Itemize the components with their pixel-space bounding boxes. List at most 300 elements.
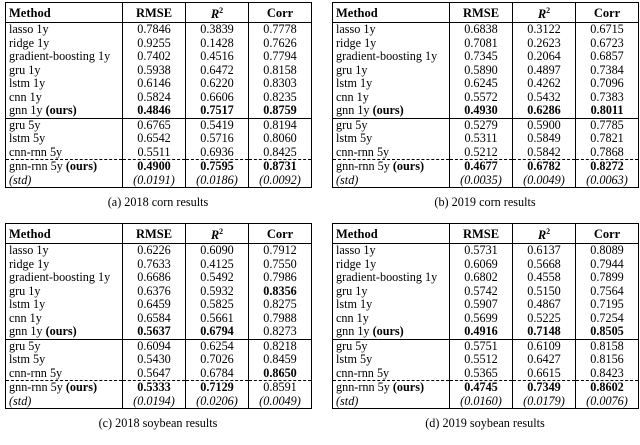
table-row [333,339,639,353]
table-row [333,271,639,285]
method-name: gradient-boosting 1y [336,50,438,64]
method-name: (std) [336,394,359,408]
rmse-cell: 0.4900 [123,160,186,174]
method-cell [6,118,123,132]
header-rmse: RMSE [123,3,186,23]
header-method: Method [333,3,450,23]
method-cell [333,50,450,64]
r2-cell: (0.0186) [186,174,249,188]
header-row [333,3,639,23]
method-name: gnn 1y [9,325,43,339]
corr-cell: 0.7785 [576,118,639,132]
table-row [333,104,639,118]
method-cell [6,353,123,367]
method-name: (std) [336,173,359,187]
table-row [6,160,312,174]
method-cell [6,367,123,381]
method-cell [6,104,123,118]
table-row [333,298,639,312]
ours-label: (ours) [389,159,425,174]
method-cell [6,64,123,78]
corr-cell: 0.8060 [249,132,312,146]
table-row [6,174,312,188]
r2-cell: (0.0179) [513,395,576,409]
table-row [333,244,639,258]
header-row [6,3,312,23]
table-row [333,160,639,174]
header-corr: Corr [249,3,312,23]
rmse-cell: 0.4677 [450,160,513,174]
corr-cell: 0.7778 [249,23,312,37]
header-rmse: RMSE [450,3,513,23]
r2-cell: 0.2064 [513,50,576,64]
corr-cell: 0.7821 [576,132,639,146]
table-row [6,132,312,146]
rmse-cell: 0.4745 [450,381,513,395]
rmse-cell: 0.5512 [450,353,513,367]
rmse-cell: 0.5699 [450,312,513,326]
rmse-cell: 0.4916 [450,325,513,339]
header-r2-exponent: 2 [546,227,551,236]
method-cell [333,285,450,299]
method-cell [333,37,450,51]
method-cell [6,325,123,339]
header-r2 [186,224,249,244]
table-row [333,395,639,409]
table-caption: (b) 2019 corn results [434,195,536,210]
r2-cell: 0.6794 [186,325,249,339]
method-name: gru 5y [9,339,41,353]
rmse-cell: 0.5572 [450,91,513,105]
method-name: ridge 1y [336,36,377,50]
corr-cell: 0.8505 [576,325,639,339]
method-cell [6,298,123,312]
table-row [6,258,312,272]
header-method: Method [6,3,123,23]
r2-cell: (0.0049) [513,174,576,188]
table-row [6,325,312,339]
table-row [333,77,639,91]
r2-cell: 0.1428 [186,37,249,51]
table-row [6,312,312,326]
method-name: ridge 1y [9,257,50,271]
table-row [333,50,639,64]
corr-cell: 0.8459 [249,353,312,367]
r2-cell: 0.6137 [513,244,576,258]
r2-cell: 0.6427 [513,353,576,367]
r2-cell: 0.6615 [513,367,576,381]
r2-cell: 0.6782 [513,160,576,174]
corr-cell: 0.6715 [576,23,639,37]
method-name: gru 5y [9,118,41,132]
method-name: ridge 1y [336,257,377,271]
rmse-cell: 0.5742 [450,285,513,299]
method-name: gru 1y [9,63,41,77]
r2-cell: 0.5225 [513,312,576,326]
r2-cell: 0.6220 [186,77,249,91]
method-cell [333,132,450,146]
header-method: Method [6,224,123,244]
table-caption: (a) 2018 corn results [107,195,209,210]
results-table [5,2,312,188]
header-method: Method [333,224,450,244]
corr-cell: 0.8731 [249,160,312,174]
corr-cell: 0.8273 [249,325,312,339]
corr-cell: 0.6723 [576,37,639,51]
table-row [333,353,639,367]
table-row [6,298,312,312]
rmse-cell: 0.6094 [123,339,186,353]
table-row [6,146,312,160]
table-row [6,339,312,353]
method-name: cnn-rnn 5y [9,366,63,380]
results-table-2019-corn [332,2,638,210]
ours-label: (ours) [369,325,404,339]
method-cell [6,174,123,188]
r2-cell: 0.5900 [513,118,576,132]
r2-cell: 0.5150 [513,285,576,299]
header-rmse: RMSE [450,224,513,244]
rmse-cell: 0.5637 [123,325,186,339]
header-r2-exponent: 2 [219,6,224,15]
rmse-cell: 0.6459 [123,298,186,312]
method-cell [333,339,450,353]
rmse-cell: 0.9255 [123,37,186,51]
r2-cell: 0.4262 [513,77,576,91]
method-cell [6,23,123,37]
method-cell [333,325,450,339]
table-row [6,104,312,118]
corr-cell: 0.7550 [249,258,312,272]
r2-cell: 0.5849 [513,132,576,146]
method-cell [333,298,450,312]
method-name: gru 1y [336,63,368,77]
table-row [333,258,639,272]
rmse-cell: 0.5430 [123,353,186,367]
rmse-cell: 0.5890 [450,64,513,78]
r2-cell: 0.4516 [186,50,249,64]
method-cell [6,160,123,174]
rmse-cell: 0.7081 [450,37,513,51]
method-cell [333,64,450,78]
method-cell [6,37,123,51]
method-name: lstm 1y [9,77,46,91]
rmse-cell: 0.6765 [123,118,186,132]
rmse-cell: 0.7402 [123,50,186,64]
corr-cell: (0.0063) [576,174,639,188]
ours-label: (ours) [42,325,77,339]
method-cell [333,271,450,285]
r2-cell: 0.6606 [186,91,249,105]
method-cell [6,244,123,258]
method-name: gru 5y [336,118,368,132]
method-name: lstm 1y [9,298,46,312]
method-name: gnn 1y [336,325,370,339]
ours-label: (ours) [62,159,98,174]
method-cell [6,258,123,272]
r2-cell: 0.5492 [186,271,249,285]
method-cell [333,104,450,118]
method-name: cnn 1y [336,90,369,104]
method-cell [6,395,123,409]
rmse-cell: 0.7846 [123,23,186,37]
rmse-cell: 0.6838 [450,23,513,37]
rmse-cell: 0.7345 [450,50,513,64]
method-name: gradient-boosting 1y [336,271,438,285]
corr-cell: 0.7383 [576,91,639,105]
rmse-cell: (0.0035) [450,174,513,188]
table-row [333,367,639,381]
rmse-cell: 0.6686 [123,271,186,285]
r2-cell: 0.7129 [186,381,249,395]
rmse-cell: 0.4930 [450,104,513,118]
method-name: lasso 1y [9,243,49,258]
method-name: gnn-rnn 5y [336,380,390,395]
r2-cell: 0.4867 [513,298,576,312]
r2-cell: 0.4897 [513,64,576,78]
method-cell [333,353,450,367]
method-name: gradient-boosting 1y [9,271,111,285]
method-cell [333,118,450,132]
corr-cell: 0.8194 [249,118,312,132]
table-row [333,325,639,339]
r2-cell: 0.7349 [513,381,576,395]
rmse-cell: 0.5365 [450,367,513,381]
method-name: cnn 1y [9,90,42,104]
rmse-cell: 0.5824 [123,91,186,105]
r2-cell: 0.6090 [186,244,249,258]
corr-cell: (0.0076) [576,395,639,409]
header-corr: Corr [576,3,639,23]
method-name: (std) [9,173,32,187]
method-name: gnn 1y [336,104,370,118]
table-row [6,271,312,285]
header-row [333,224,639,244]
rmse-cell: 0.5511 [123,146,186,160]
corr-cell: 0.8591 [249,381,312,395]
rmse-cell: (0.0191) [123,174,186,188]
table-row [6,381,312,395]
corr-cell: 0.8235 [249,91,312,105]
method-cell [333,174,450,188]
rmse-cell: 0.7633 [123,258,186,272]
corr-cell: 0.8356 [249,285,312,299]
method-cell [6,132,123,146]
method-cell [6,381,123,395]
method-cell [333,91,450,105]
rmse-cell: 0.5333 [123,381,186,395]
table-row [6,50,312,64]
method-name: gru 1y [336,284,368,298]
method-cell [6,285,123,299]
ours-label: (ours) [42,104,77,118]
method-name: lstm 1y [336,77,373,91]
r2-cell: 0.5842 [513,146,576,160]
rmse-cell: 0.6069 [450,258,513,272]
method-cell [333,244,450,258]
r2-cell: 0.5668 [513,258,576,272]
header-rmse: RMSE [123,224,186,244]
table-row [6,77,312,91]
r2-cell: (0.0206) [186,395,249,409]
rmse-cell: 0.6226 [123,244,186,258]
r2-cell: 0.6784 [186,367,249,381]
header-r2-exponent: 2 [219,227,224,236]
table-row [333,91,639,105]
table-row [333,312,639,326]
corr-cell: 0.8423 [576,367,639,381]
rmse-cell: 0.5647 [123,367,186,381]
table-caption: (d) 2019 soybean results [425,416,545,431]
corr-cell: (0.0092) [249,174,312,188]
method-name: gru 1y [9,284,41,298]
corr-cell: 0.7384 [576,64,639,78]
table-row [6,395,312,409]
corr-cell: 0.8158 [249,64,312,78]
rmse-cell: 0.6584 [123,312,186,326]
table-row [6,23,312,37]
method-cell [6,339,123,353]
r2-cell: 0.7595 [186,160,249,174]
corr-cell: 0.7794 [249,50,312,64]
method-name: lstm 1y [336,298,373,312]
corr-cell: 0.7899 [576,271,639,285]
corr-cell: 0.8218 [249,339,312,353]
corr-cell: 0.7986 [249,271,312,285]
rmse-cell: 0.6245 [450,77,513,91]
header-corr: Corr [249,224,312,244]
method-name: cnn-rnn 5y [9,145,63,159]
results-table-2018-corn [5,2,311,210]
method-cell [333,77,450,91]
method-name: lasso 1y [336,243,376,258]
r2-cell: 0.2623 [513,37,576,51]
method-cell [333,395,450,409]
r2-cell: 0.7026 [186,353,249,367]
results-table [5,223,312,409]
table-row [333,37,639,51]
results-table-2018-soybean [5,223,311,431]
corr-cell: 0.8275 [249,298,312,312]
table-row [6,37,312,51]
rmse-cell: 0.4846 [123,104,186,118]
table-row [6,353,312,367]
corr-cell: 0.6857 [576,50,639,64]
method-cell [6,312,123,326]
r2-cell: 0.6286 [513,104,576,118]
r2-cell: 0.5932 [186,285,249,299]
method-cell [333,146,450,160]
corr-cell: 0.8650 [249,367,312,381]
results-table [332,2,639,188]
ours-label: (ours) [389,380,425,395]
method-name: lstm 5y [9,132,46,146]
method-cell [333,381,450,395]
corr-cell: 0.8425 [249,146,312,160]
method-name: cnn-rnn 5y [336,145,390,159]
corr-cell: 0.7195 [576,298,639,312]
results-table [332,223,639,409]
header-corr: Corr [576,224,639,244]
r2-cell: 0.6254 [186,339,249,353]
method-name: gradient-boosting 1y [9,50,111,64]
rmse-cell: (0.0194) [123,395,186,409]
method-cell [333,23,450,37]
r2-cell: 0.5825 [186,298,249,312]
method-cell [6,77,123,91]
rmse-cell: (0.0160) [450,395,513,409]
rmse-cell: 0.6376 [123,285,186,299]
corr-cell: 0.7096 [576,77,639,91]
corr-cell: 0.8759 [249,104,312,118]
r2-cell: 0.4125 [186,258,249,272]
table-row [333,118,639,132]
r2-cell: 0.4558 [513,271,576,285]
r2-cell: 0.5716 [186,132,249,146]
method-cell [333,367,450,381]
method-name: lasso 1y [9,22,49,37]
table-row [6,285,312,299]
corr-cell: 0.8011 [576,104,639,118]
table-row [333,132,639,146]
method-name: cnn 1y [9,311,42,325]
method-name: ridge 1y [9,36,50,50]
method-name: gnn-rnn 5y [336,159,390,174]
method-name: gnn 1y [9,104,43,118]
corr-cell: 0.7944 [576,258,639,272]
table-row [6,64,312,78]
corr-cell: 0.7912 [249,244,312,258]
method-cell [333,258,450,272]
header-r2 [513,3,576,23]
method-cell [333,160,450,174]
header-r2-letter: R [537,7,547,22]
corr-cell: (0.0049) [249,395,312,409]
rmse-cell: 0.6146 [123,77,186,91]
method-name: lasso 1y [336,22,376,37]
r2-cell: 0.7517 [186,104,249,118]
corr-cell: 0.8158 [576,339,639,353]
corr-cell: 0.7254 [576,312,639,326]
r2-cell: 0.7148 [513,325,576,339]
table-row [6,91,312,105]
r2-cell: 0.5661 [186,312,249,326]
table-row [333,146,639,160]
corr-cell: 0.7626 [249,37,312,51]
header-r2-letter: R [537,228,547,243]
table-row [6,118,312,132]
r2-cell: 0.6472 [186,64,249,78]
rmse-cell: 0.6802 [450,271,513,285]
r2-cell: 0.5419 [186,118,249,132]
method-name: (std) [9,394,32,408]
header-r2-letter: R [210,228,220,243]
rmse-cell: 0.5311 [450,132,513,146]
corr-cell: 0.7988 [249,312,312,326]
rmse-cell: 0.5907 [450,298,513,312]
ours-label: (ours) [62,380,98,395]
header-r2-letter: R [210,7,220,22]
corr-cell: 0.8089 [576,244,639,258]
rmse-cell: 0.5731 [450,244,513,258]
rmse-cell: 0.5279 [450,118,513,132]
rmse-cell: 0.5751 [450,339,513,353]
method-name: lstm 5y [336,132,373,146]
r2-cell: 0.5432 [513,91,576,105]
table-row [333,174,639,188]
r2-cell: 0.6936 [186,146,249,160]
corr-cell: 0.7564 [576,285,639,299]
